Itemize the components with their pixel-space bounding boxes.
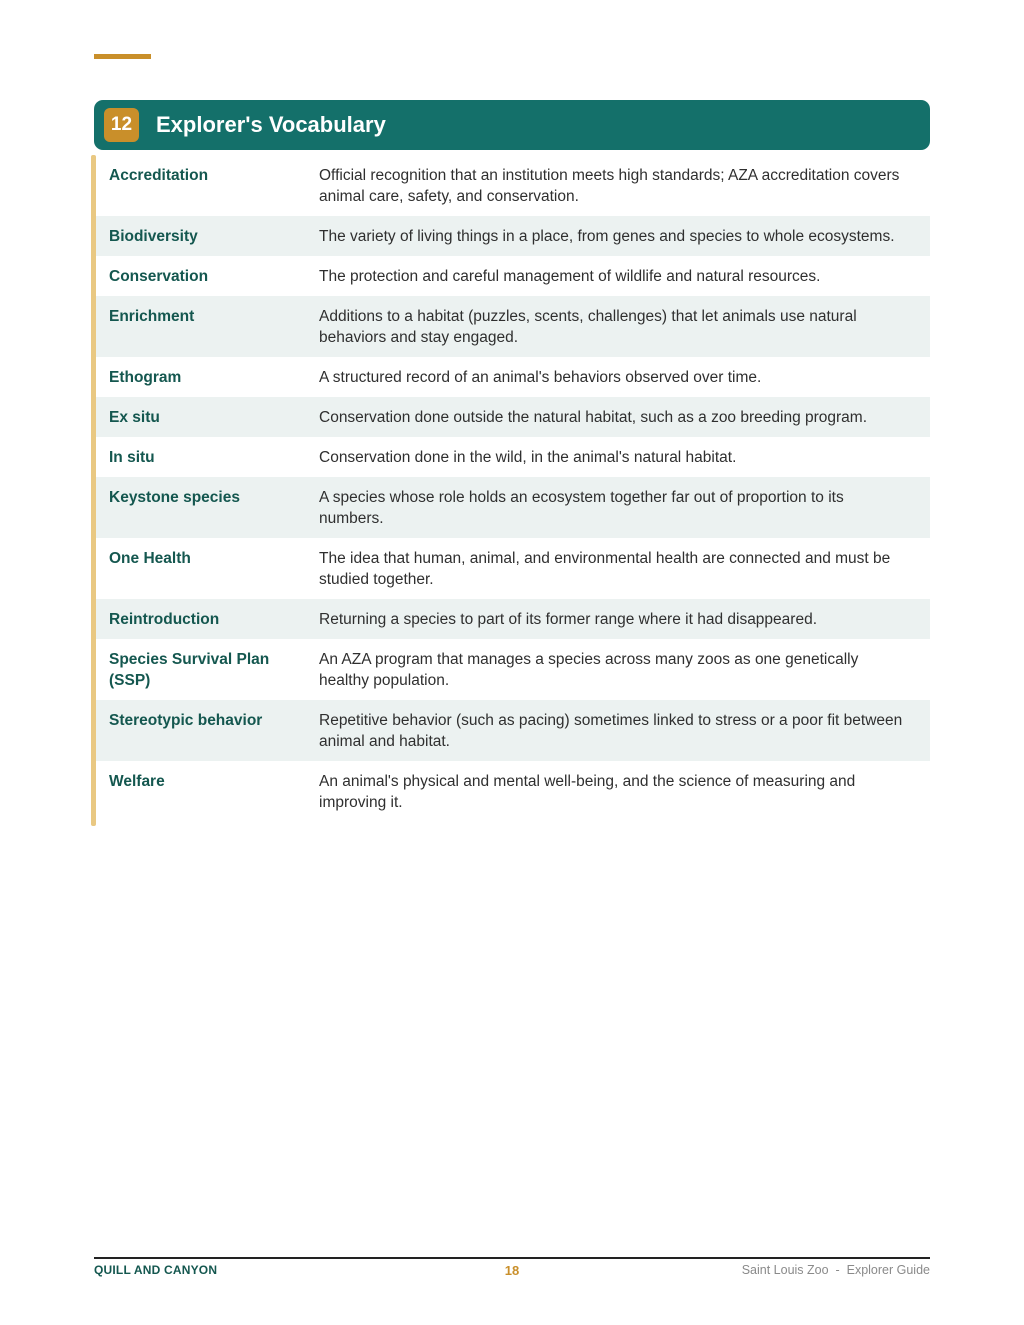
footer-guide-title: Saint Louis Zoo - Explorer Guide: [741, 1263, 930, 1277]
glossary-definition: An animal's physical and mental well-being, and the science of measuring and improving it.: [319, 773, 856, 811]
glossary-entry: [96, 397, 930, 437]
glossary-term: Species Survival Plan (SSP): [109, 651, 270, 689]
glossary-definition: Conservation done in the wild, in the animal's natural habitat.: [319, 449, 737, 466]
footer-rule: [94, 1257, 930, 1259]
glossary-entry: [96, 437, 930, 477]
glossary-definition: A structured record of an animal's behaviors observed over time.: [319, 369, 762, 386]
section-header: [94, 100, 930, 150]
glossary-definition: An AZA program that manages a species across many zoos as one genetically healthy population.: [319, 651, 859, 689]
glossary-term: In situ: [109, 449, 155, 466]
glossary-term: Reintroduction: [109, 611, 220, 628]
glossary-entry: [96, 477, 930, 538]
glossary-entry: [96, 216, 930, 256]
footer-page-number: 18: [504, 1263, 520, 1278]
glossary-term: One Health: [109, 550, 191, 567]
glossary-entry: [96, 155, 930, 216]
glossary-definition: Official recognition that an institution meets high standards; AZA accreditation covers animal care, safety, and conservation.: [319, 167, 900, 205]
footer-publisher: QUILL AND CANYON: [94, 1263, 218, 1277]
glossary-entry: [96, 639, 930, 700]
glossary-term: Accreditation: [109, 167, 209, 184]
glossary-entry: [96, 296, 930, 357]
glossary-term: Biodiversity: [109, 228, 198, 245]
glossary-term: Enrichment: [109, 308, 195, 325]
section-number-badge: 12: [104, 108, 139, 142]
glossary-entry: [96, 256, 930, 296]
glossary-entry: [96, 357, 930, 397]
glossary-list: [96, 155, 930, 822]
glossary-definition: The protection and careful management of wildlife and natural resources.: [319, 268, 821, 285]
glossary-entry: [96, 599, 930, 639]
glossary-definition: Conservation done outside the natural habitat, such as a zoo breeding program.: [319, 409, 868, 426]
glossary-definition: The idea that human, animal, and environmental health are connected and must be studied together.: [319, 550, 891, 588]
glossary-definition: A species whose role holds an ecosystem together far out of proportion to its numbers.: [319, 489, 844, 527]
glossary-definition: Returning a species to part of its former range where it had disappeared.: [319, 611, 817, 628]
section-title: Explorer's Vocabulary: [156, 112, 386, 137]
glossary-entry: [96, 700, 930, 761]
glossary-entry: [96, 538, 930, 599]
glossary-term: Conservation: [109, 268, 209, 285]
glossary-definition: Repetitive behavior (such as pacing) sometimes linked to stress or a poor fit between animal and habitat.: [319, 712, 903, 750]
glossary-term: Ex situ: [109, 409, 160, 426]
glossary-entry: [96, 761, 930, 822]
glossary-definition: Additions to a habitat (puzzles, scents, challenges) that let animals use natural behaviors and stay engaged.: [319, 308, 857, 346]
glossary-term: Ethogram: [109, 369, 182, 386]
glossary-term: Keystone species: [109, 489, 240, 506]
accent-rule: [94, 54, 151, 59]
glossary-term: Welfare: [109, 773, 165, 790]
glossary-definition: The variety of living things in a place, from genes and species to whole ecosystems.: [319, 228, 895, 245]
glossary-term: Stereotypic behavior: [109, 712, 263, 729]
